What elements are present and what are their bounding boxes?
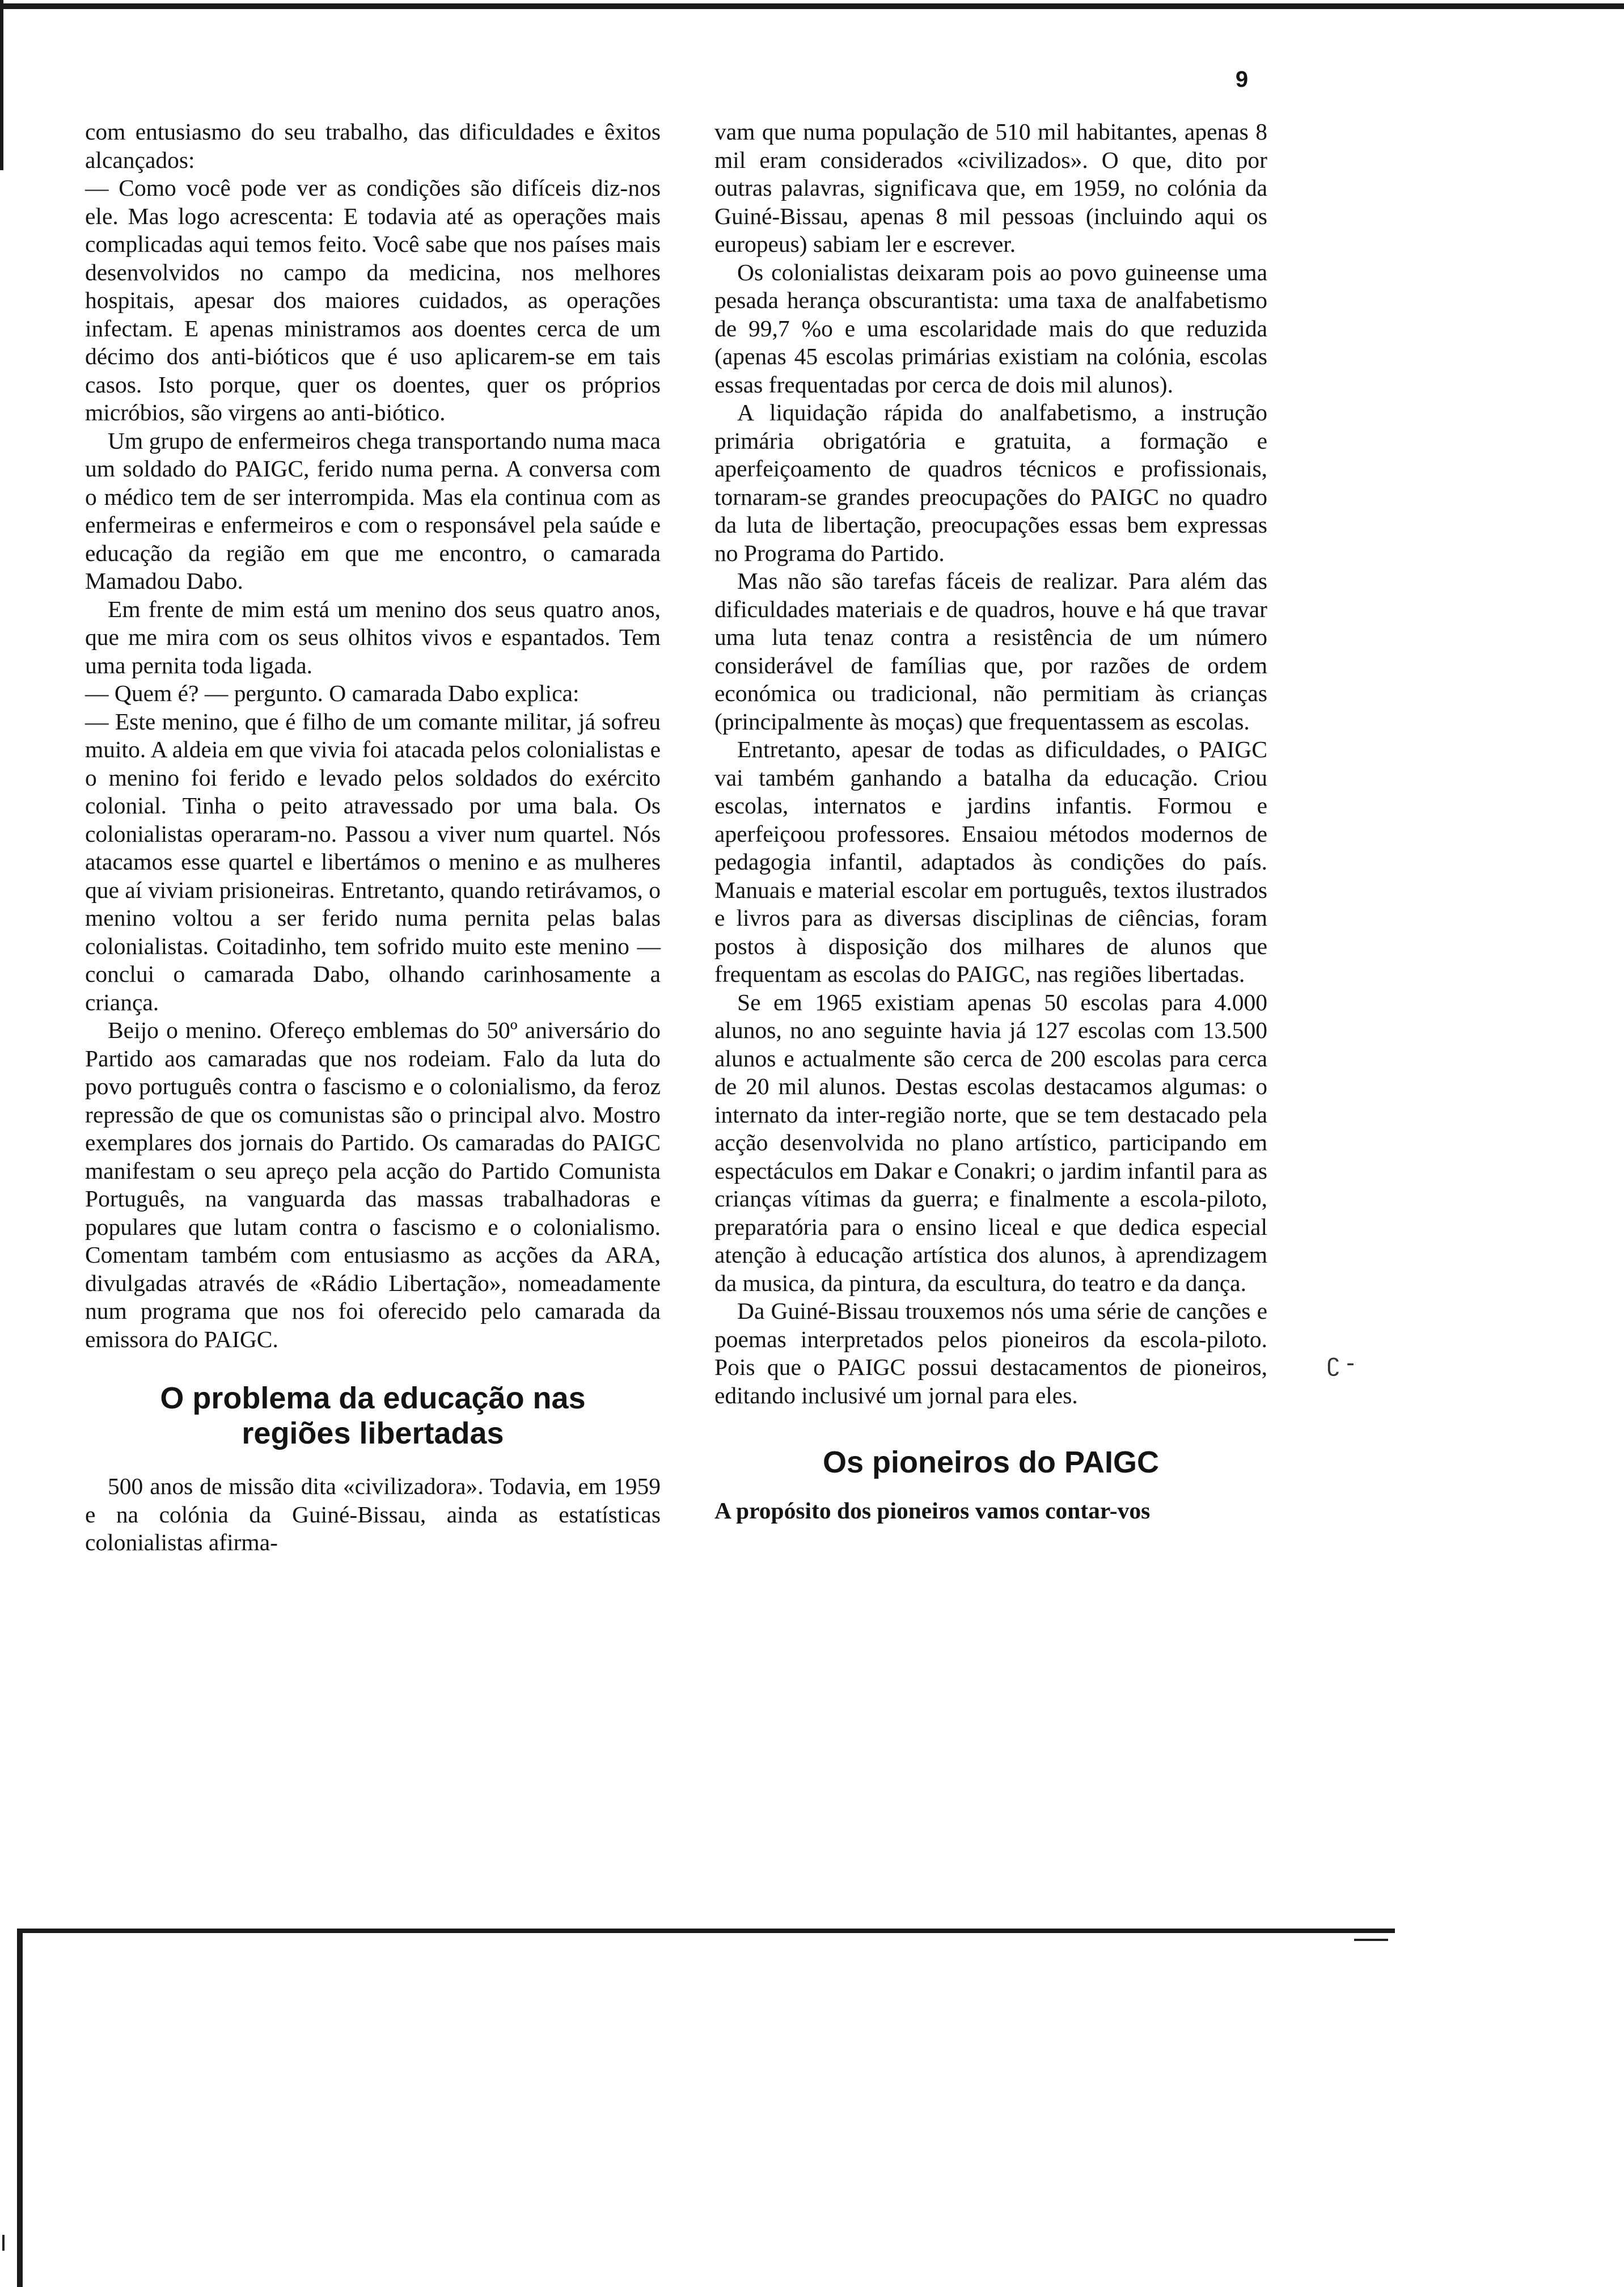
right-column (714, 118, 1267, 1525)
paragraph: Em frente de mim está um menino dos seus quatro anos, que me mira com os seus olhitos vivos e espantados. Tem uma pernita toda ligada. (85, 596, 661, 678)
bottom-rule-tick (1354, 1939, 1388, 1941)
paragraph: A propósito dos pioneiros vamos contar-vos (714, 1497, 1151, 1524)
paragraph: — Este menino, que é filho de um comante militar, já sofreu muito. A aldeia em que vivia foi atacada pelos colonialistas e o menino foi ferido e levado pelos soldados do exército colonial. Tinha o peito atravessado por uma bala. Os colonialistas operaram-no. Passou a viver num quartel. Nós atacamos esse quartel e libertámos o menino e as mulheres que aí viviam prisioneiras. Entretanto, quando retirávamos, o menino voltou a ser ferido numa pernita pelas balas colonialistas. Coitadinho, tem sofrido muito este menino — conclui o camarada Dabo, olhando carinhosamente a criança. (85, 708, 661, 1015)
top-border-rule (0, 3, 1624, 9)
paragraph: Entretanto, apesar de todas as dificuldades, o PAIGC vai também ganhando a batalha da educação. Criou escolas, internatos e jardins infantis. Formou e aperfeiçoou professores. Ensaiou métodos modernos de pedagogia infantil, adaptados às condições do país. Manuais e material escolar em português, textos ilustrados e livros para as diversas disciplinas de ciências, foram postos à disposição dos milhares de alunos que frequentam as escolas do PAIGC, nas regiões libertadas. (714, 736, 1267, 987)
margin-annotation-mark: ʗ - (1327, 1349, 1355, 1377)
paragraph: Um grupo de enfermeiros chega transportando numa maca um soldado do PAIGC, ferido numa perna. A conversa com o médico tem de ser interrompida. Mas ela continua com as enfermeiras e enfermeiros e com o responsável pela saúde e educação da região em que me encontro, o camarada Mamadou Dabo. (85, 427, 661, 594)
section-heading-line: O problema da educação nas (160, 1381, 586, 1415)
section-heading-education (85, 1381, 661, 1451)
paragraph: vam que numa população de 510 mil habitantes, apenas 8 mil eram considerados «civilizados». O que, dito por outras palavras, significava que, em 1959, no colónia da Guiné-Bissau, apenas 8 mil pessoas (incluindo aqui os europeus) sabiam ler e escrever. (714, 119, 1267, 257)
left-column (85, 118, 661, 1557)
paragraph: — Quem é? — pergunto. O camarada Dabo explica: (85, 680, 580, 706)
left-border-rule-upper (0, 0, 3, 170)
paragraph: Os colonialistas deixaram pois ao povo guineense uma pesada herança obscurantista: uma taxa de analfabetismo de 99,7 %o e uma escolaridade mais do que reduzida (apenas 45 escolas primárias existiam na colónia, escolas essas frequentadas por cerca de dois mil alunos). (714, 259, 1267, 398)
paragraph: Mas não são tarefas fáceis de realizar. Para além das dificuldades materiais e de quadros, houve e há que travar uma luta tenaz contra a resistência de um número considerável de famílias que, por razões de ordem económica ou tradicional, não permitiam às crianças (principalmente às moças) que frequentassem as escolas. (714, 568, 1267, 735)
paragraph: com entusiasmo do seu trabalho, das dificuldades e êxitos alcançados: (85, 119, 661, 173)
edge-mark (2, 2235, 5, 2251)
paragraph: 500 anos de missão dita «civilizadora». Todavia, em 1959 e na colónia da Guiné-Bissau, ainda as estatísticas colonialistas afirma- (85, 1473, 661, 1555)
left-border-rule-lower (17, 1929, 23, 2287)
paragraph: Se em 1965 existiam apenas 50 escolas para 4.000 alunos, no ano seguinte havia já 127 escolas com 13.500 alunos e actualmente são cerca de 200 escolas para cerca de 20 mil alunos. Destas escolas destacamos algumas: o internato da inter-região norte, que se tem destacado pela acção desenvolvida no plano artístico, participando em espectáculos em Dakar e Conakri; o jardim infantil para as crianças vítimas da guerra; e finalmente a escola-piloto, preparatória para o ensino liceal e que dedica especial atenção à educação artística dos alunos, à aprendizagem da musica, da pintura, da escultura, do teatro e da dança. (714, 989, 1267, 1296)
paragraph: A liquidação rápida do analfabetismo, a instrução primária obrigatória e gratuita, a formação e aperfeiçoamento de quadros técnicos e profissionais, tornaram-se grandes preocupações do PAIGC no quadro da luta de libertação, preocupações essas bem expressas no Programa do Partido. (714, 399, 1267, 566)
section-heading-pioneers: Os pioneiros do PAIGC (822, 1445, 1160, 1479)
paragraph: — Como você pode ver as condições são difíceis diz-nos ele. Mas logo acrescenta: E todavia até as operações mais complicadas aqui temos feito. Você sabe que nos países mais desenvolvidos no campo da medicina, nos melhores hospitais, apesar dos maiores cuidados, as operações infectam. E apenas ministramos aos doentes cerca de um décimo dos anti-bióticos que é uso aplicarem-se em tais casos. Isto porque, quer os doentes, quer os próprios micróbios, são virgens ao anti-biótico. (85, 175, 661, 425)
paragraph: Da Guiné-Bissau trouxemos nós uma série de canções e poemas interpretados pelos pioneiros da escola-piloto. Pois que o PAIGC possui destacamentos de pioneiros, editando inclusivé um jornal para eles. (714, 1298, 1267, 1408)
paragraph: Beijo o menino. Ofereço emblemas do 50º aniversário do Partido aos camaradas que nos rodeiam. Falo da luta do povo português contra o fascismo e o colonialismo, da feroz repressão de que os comunistas são o principal alvo. Mostro exemplares dos jornais do Partido. Os camaradas do PAIGC manifestam o seu apreço pela acção do Partido Comunista Português, na vanguarda das massas trabalhadoras e populares que lutam contra o fascismo e o colonialismo. Comentam também com entusiasmo as acções da ARA, divulgadas através de «Rádio Libertação», nomeadamente num programa que nos foi oferecido pelo camarada da emissora do PAIGC. (85, 1017, 661, 1352)
bottom-border-rule (17, 1929, 1395, 1933)
section-heading-line: regiões libertadas (242, 1416, 504, 1450)
page-number: 9 (1235, 67, 1249, 92)
